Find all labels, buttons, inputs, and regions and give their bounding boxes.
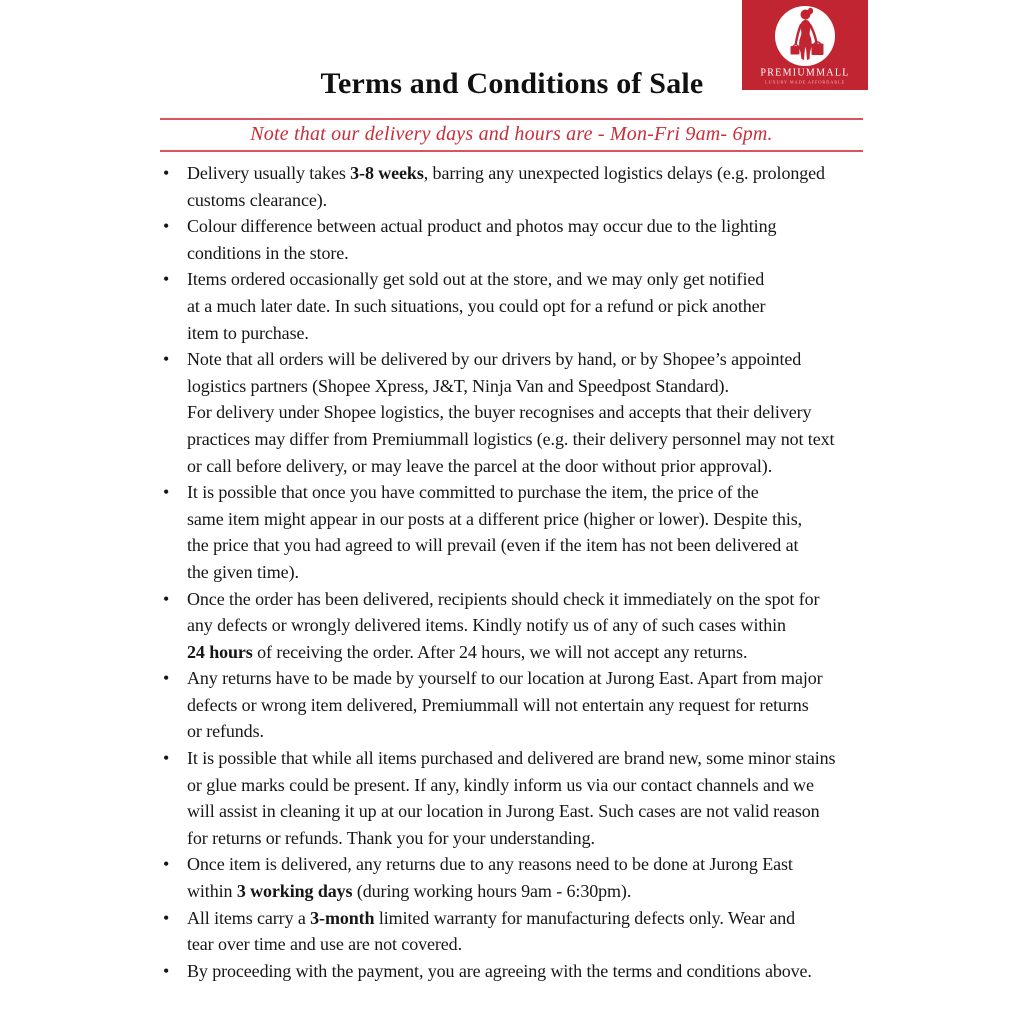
term-line: Once the order has been delivered, recipients should check it immediately on the spot for (187, 588, 820, 609)
delivery-notice-text: Note that our delivery days and hours are - Mon-Fri 9am- 6pm. (250, 123, 773, 145)
term-line: or refunds. (187, 721, 264, 742)
term-item (161, 745, 871, 851)
bullet-icon: • (163, 748, 170, 769)
term-item (161, 266, 871, 346)
bullet-icon: • (163, 482, 170, 503)
page-title: Terms and Conditions of Sale (320, 67, 704, 100)
term-line: at a much later date. In such situations, you could opt for a refund or pick another (187, 295, 766, 316)
bullet-icon: • (163, 269, 170, 290)
term-item (161, 160, 871, 213)
term-line: Delivery usually takes 3-8 weeks, barring any unexpected logistics delays (e.g. prolonged (187, 163, 825, 183)
term-line: By proceeding with the payment, you are agreeing with the terms and conditions above. (187, 960, 812, 981)
bullet-icon: • (163, 588, 170, 609)
term-line: or call before delivery, or may leave the parcel at the door without prior approval). (187, 455, 773, 476)
term-line: item to purchase. (187, 322, 309, 343)
term-item (161, 851, 871, 904)
term-line: It is possible that once you have committed to purchase the item, the price of the (187, 482, 759, 503)
term-line: conditions in the store. (187, 242, 349, 263)
bullet-icon: • (163, 216, 170, 237)
term-line: Once item is delivered, any returns due to any reasons need to be done at Jurong East (187, 854, 793, 875)
term-item (161, 213, 871, 266)
term-line: Colour difference between actual product and photos may occur due to the lighting (187, 216, 777, 237)
bullet-icon: • (163, 349, 170, 370)
term-line: 24 hours of receiving the order. After 24 hours, we will not accept any returns. (187, 641, 748, 662)
term-item (161, 958, 871, 985)
term-line: Items ordered occasionally get sold out at the store, and we may only get notified (187, 269, 765, 290)
bullet-icon: • (163, 668, 170, 689)
bullet-icon: • (163, 163, 170, 183)
bullet-icon: • (163, 907, 170, 928)
bullet-icon: • (163, 854, 170, 875)
term-item (161, 346, 871, 479)
term-line: It is possible that while all items purchased and delivered are brand new, some minor stains (187, 748, 836, 769)
term-line: for returns or refunds. Thank you for your understanding. (187, 827, 595, 848)
term-line: tear over time and use are not covered. (187, 934, 462, 955)
term-item (161, 586, 871, 666)
term-line: customs clearance). (187, 189, 328, 210)
term-line: the price that you had agreed to will prevail (even if the item has not been delivered at (187, 535, 799, 556)
term-item (161, 665, 871, 745)
term-line: For delivery under Shopee logistics, the buyer recognises and accepts that their delivery (187, 402, 812, 423)
term-item (161, 479, 871, 585)
term-line: will assist in cleaning it up at our location in Jurong East. Such cases are not valid reason (187, 801, 820, 822)
term-item (161, 905, 871, 958)
term-line: Any returns have to be made by yourself to our location at Jurong East. Apart from major (187, 668, 823, 689)
logo-brand-text: PREMIUMMALL (760, 67, 850, 79)
term-line: Note that all orders will be delivered by our drivers by hand, or by Shopee’s appointed (187, 349, 802, 370)
term-line: same item might appear in our posts at a different price (higher or lower). Despite this, (187, 508, 803, 529)
term-line: logistics partners (Shopee Xpress, J&T, Ninja Van and Speedpost Standard). (187, 375, 729, 396)
term-line: the given time). (187, 561, 299, 582)
term-line: practices may differ from Premiummall logistics (e.g. their delivery personnel may not text (187, 428, 835, 449)
delivery-notice-banner (160, 118, 863, 152)
term-line: within 3 working days (during working hours 9am - 6:30pm). (187, 881, 632, 902)
term-line: any defects or wrongly delivered items. Kindly notify us of any of such cases within (187, 615, 786, 636)
term-line: All items carry a 3-month limited warranty for manufacturing defects only. Wear and (187, 907, 796, 928)
terms-list (161, 160, 871, 984)
logo-tagline-text: LUXURY MADE AFFORDABLE (764, 79, 846, 85)
bullet-icon: • (163, 960, 170, 981)
term-line: or glue marks could be present. If any, kindly inform us via our contact channels and we (187, 774, 814, 795)
term-line: defects or wrong item delivered, Premiummall will not entertain any request for returns (187, 694, 809, 715)
